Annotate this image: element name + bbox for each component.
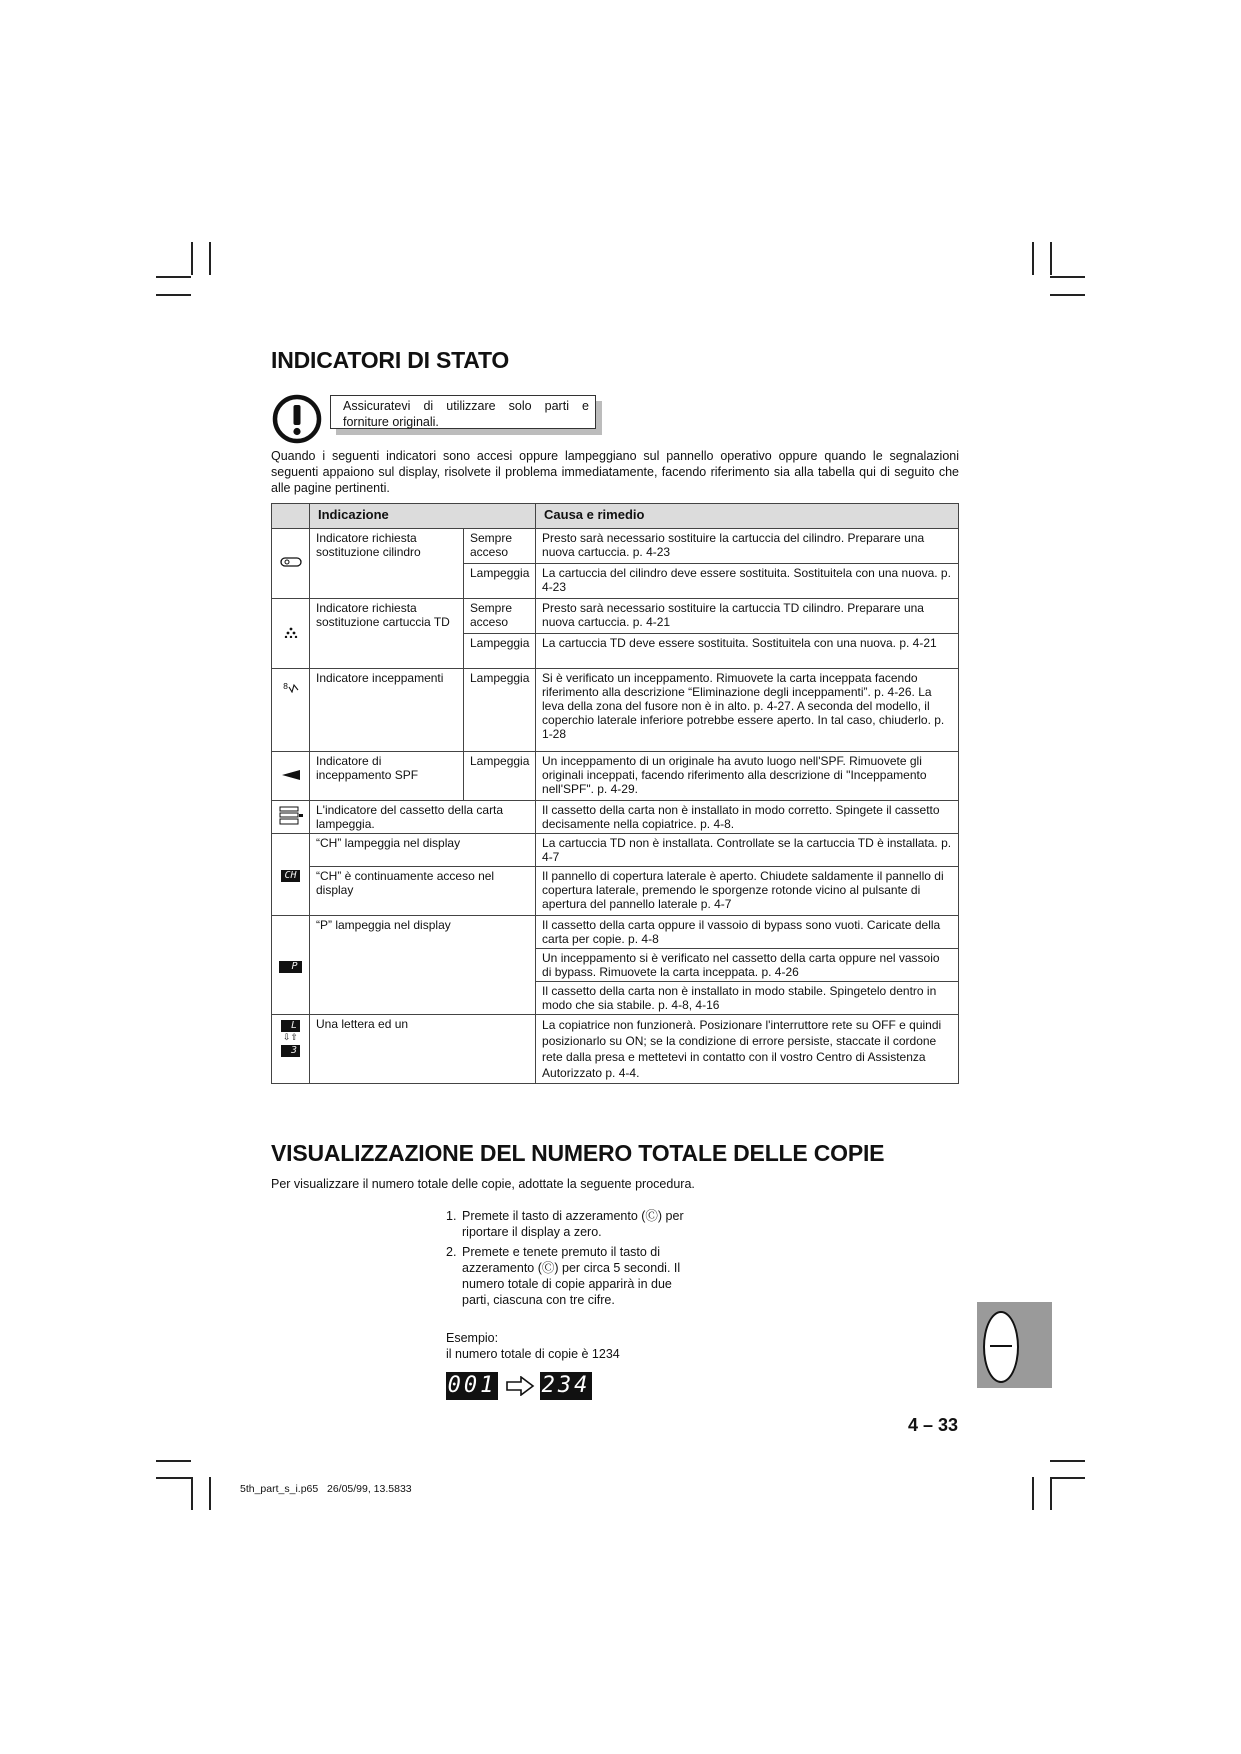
toner-icon xyxy=(272,599,310,669)
chapter-tab-dash xyxy=(990,1345,1012,1347)
indication-state: Sempre acceso xyxy=(464,599,536,634)
cause-remedy: Un inceppamento si è verificato nel cassetto della carta oppure nel vassoio di bypass. Rimuovete la carta inceppata. p. 4-26 xyxy=(536,949,959,982)
indication-label: “P” lampeggia nel display xyxy=(310,916,536,1015)
crop-mark xyxy=(1050,294,1085,296)
cause-remedy: Un inceppamento di un originale ha avuto luogo nell'SPF. Rimuovete gli originali inceppati, facendo riferimento alla descrizione di "Inceppamento nell'SPF". p. 4-29. xyxy=(536,752,959,801)
table-row xyxy=(272,669,959,752)
indication-label: L'indicatore del cassetto della carta lampeggia. xyxy=(310,801,536,834)
cause-remedy: La cartuccia del cilindro deve essere sostituita. Sostituitela con una nuova. p. 4-23 xyxy=(536,564,959,599)
right-arrow-icon xyxy=(505,1376,535,1396)
header-indication: Indicazione xyxy=(310,504,536,529)
crop-mark xyxy=(1032,1477,1034,1510)
crop-mark xyxy=(1050,1460,1085,1462)
indication-state: Sempre acceso xyxy=(464,529,536,564)
footer-file-info: 5th_part_s_i.p65 26/05/99, 13.5833 xyxy=(240,1483,412,1495)
crop-mark xyxy=(191,1477,193,1510)
cause-remedy: Si è verificato un inceppamento. Rimuovete la carta inceppata facendo riferimento alla descrizione “Eliminazione degli inceppamenti”. p. 4-26. La leva della zona del fusore non è in alto. p. 4-27. A seconda del modello, il coperchio laterale inferiore potrebbe essere aperto. In tal caso, chiuderlo. p. 1-28 xyxy=(536,669,959,752)
table-row xyxy=(272,867,959,916)
procedure-intro: Per visualizzare il numero totale delle copie, adottate la seguente procedura. xyxy=(271,1177,695,1191)
counter-display-first: 001 xyxy=(447,1373,497,1398)
indication-state: Lampeggia xyxy=(464,564,536,599)
cause-remedy: La cartuccia TD deve essere sostituita. Sostituitela con una nuova. p. 4-21 xyxy=(536,634,959,669)
indication-state: Lampeggia xyxy=(464,634,536,669)
table-row xyxy=(272,801,959,834)
table-row xyxy=(272,834,959,867)
misfeed-icon xyxy=(272,669,310,752)
indication-label: Indicatore inceppamenti xyxy=(310,669,464,752)
section-title: INDICATORI DI STATO xyxy=(271,347,510,373)
p-display-icon: P xyxy=(272,916,310,1015)
status-table xyxy=(271,503,959,1084)
example-text: il numero totale di copie è 1234 xyxy=(446,1347,620,1361)
counter-display-second: 234 xyxy=(541,1373,591,1398)
crop-mark xyxy=(1032,242,1034,275)
intro-paragraph: Quando i seguenti indicatori sono accesi oppure lampeggiano sul pannello operativo oppure quando le segnalazioni seguenti appaiono sul display, risolvete il problema immediatamente, facendo riferimento sia alla tabella qui di seguito che alle pagine pertinenti. xyxy=(271,449,959,495)
crop-mark xyxy=(1050,1477,1052,1510)
crop-mark xyxy=(156,1460,191,1462)
svg-text:8: 8 xyxy=(282,682,288,691)
section-title: VISUALIZZAZIONE DEL NUMERO TOTALE DELLE COPIE xyxy=(271,1140,885,1166)
page-number: 4 – 33 xyxy=(907,1415,958,1435)
table-header-row xyxy=(272,504,959,529)
crop-mark xyxy=(209,242,211,275)
step-1: 1. Premete il tasto di azzeramento (Ⓒ) per riportare il display a zero. xyxy=(446,1209,684,1239)
cause-remedy: Il pannello di copertura laterale è aperto. Chiudete saldamente il pannello di copertura laterale, premendo le sporgenze rotonde vicino al pulsante di apertura del pannello laterale p. 4-7 xyxy=(536,867,959,916)
header-cause: Causa e rimedio xyxy=(536,504,959,529)
indication-state: Lampeggia xyxy=(464,669,536,752)
warning-note: Assicuratevi di utilizzare solo parti e forniture originali. xyxy=(330,395,596,429)
error-code-icon: L ⇩⇧ 3 xyxy=(272,1015,310,1084)
paper-tray-icon xyxy=(272,801,310,834)
table-row xyxy=(272,529,959,564)
crop-mark xyxy=(1050,1477,1085,1479)
crop-mark xyxy=(156,294,191,296)
crop-mark xyxy=(1050,276,1085,278)
cause-remedy: Il cassetto della carta non è installato in modo corretto. Spingete il cassetto decisamente nella copiatrice. p. 4-8. xyxy=(536,801,959,834)
cause-remedy: La copiatrice non funzionerà. Posizionare l'interruttore rete su OFF e quindi posizionarlo su ON; se la condizione di errore persiste, staccate il cordone rete dalla presa e mettetevi in contatto con il vostro Centro di Assistenza Autorizzato p. 4-4. xyxy=(536,1015,959,1084)
drum-icon xyxy=(272,529,310,599)
indication-label: “CH” è continuamente acceso nel display xyxy=(310,867,536,916)
table-row xyxy=(272,599,959,634)
crop-mark xyxy=(209,1477,211,1510)
indication-label: Indicatore richiesta sostituzione cartuccia TD xyxy=(310,599,464,669)
indication-state: Lampeggia xyxy=(464,752,536,801)
table-row xyxy=(272,916,959,949)
cause-remedy: La cartuccia TD non è installata. Controllate se la cartuccia TD è installata. p. 4-7 xyxy=(536,834,959,867)
indication-label: Una lettera ed un xyxy=(310,1015,536,1084)
chapter-tab-oval xyxy=(983,1311,1019,1383)
cause-remedy: Presto sarà necessario sostituire la cartuccia del cilindro. Preparare una nuova cartuccia. p. 4-23 xyxy=(536,529,959,564)
crop-mark xyxy=(1050,242,1052,275)
example-label: Esempio: xyxy=(446,1331,499,1345)
cause-remedy: Il cassetto della carta non è installato in modo stabile. Spingetelo dentro in modo che sia stabile. p. 4-8, 4-16 xyxy=(536,982,959,1015)
alternate-arrows-icon: ⇩⇧ xyxy=(282,1032,299,1042)
crop-mark xyxy=(156,1477,191,1479)
step-2: 2. Premete e tenete premuto il tasto di azzeramento (Ⓒ) per circa 5 secondi. Il numero totale di copie apparirà in due parti, ciascuna con tre cifre. xyxy=(446,1245,681,1307)
procedure-steps xyxy=(446,1208,694,1312)
table-row xyxy=(272,1015,959,1084)
cause-remedy: Il cassetto della carta oppure il vassoio di bypass sono vuoti. Caricate della carta per copie. p. 4-8 xyxy=(536,916,959,949)
table-row xyxy=(272,752,959,801)
cause-remedy: Presto sarà necessario sostituire la cartuccia TD cilindro. Preparare una nuova cartuccia. p. 4-21 xyxy=(536,599,959,634)
crop-mark xyxy=(191,242,193,275)
crop-mark xyxy=(156,276,191,278)
spf-arrow-icon xyxy=(272,752,310,801)
warning-icon xyxy=(272,394,322,444)
indication-label: Indicatore richiesta sostituzione cilindro xyxy=(310,529,464,599)
indication-label: Indicatore di inceppamento SPF xyxy=(310,752,464,801)
indication-label: “CH” lampeggia nel display xyxy=(310,834,536,867)
ch-display-icon: CH xyxy=(272,834,310,916)
